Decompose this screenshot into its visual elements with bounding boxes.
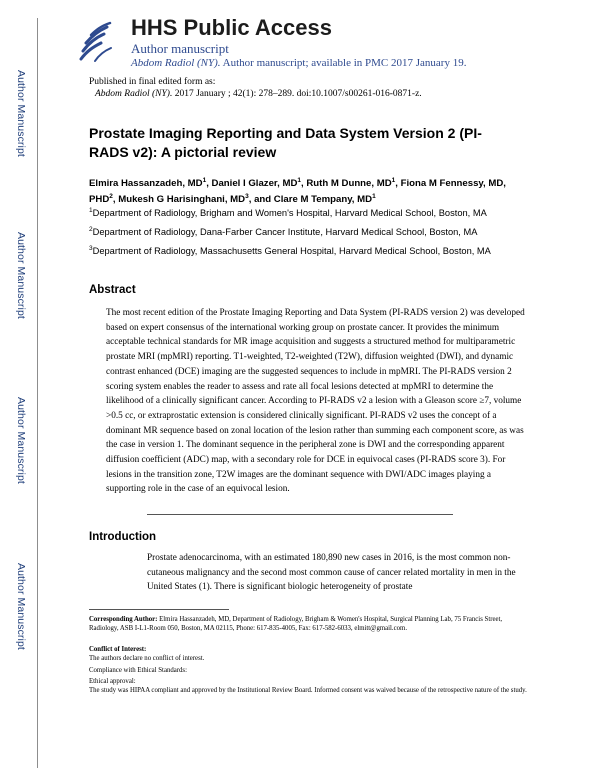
affiliation-1: [89, 206, 529, 220]
footnote-divider: [89, 609, 229, 610]
footnote-ethical-text: The study was HIPAA compliant and approved by the Institutional Review Board. Informed consent was waived because of the retrospective nature of the study.: [89, 687, 527, 694]
publication-details: 2017 January ; 42(1): 278–289. doi:10.1007/s00261-016-0871-z.: [172, 89, 422, 99]
affiliation-2: [89, 225, 529, 239]
footnote-conflict-text: The authors declare no conflict of interest.: [89, 655, 205, 662]
author-name: Daniel I Glazer, MD: [211, 178, 298, 189]
author-affiliation-mark: 1: [372, 193, 376, 200]
footnote-conflict-label: [89, 646, 529, 655]
sidebar-author-manuscript-label-3: Author Manuscript: [15, 397, 27, 484]
footnote-compliance: Compliance with Ethical Standards:: [89, 667, 187, 674]
affiliation-3: [89, 244, 529, 258]
publication-citation: [95, 89, 422, 99]
affiliation-mark: 2: [89, 226, 93, 233]
author-separator: ,: [112, 194, 119, 205]
sidebar-divider: [37, 18, 38, 768]
author-name: Elmira Hassanzadeh, MD: [89, 178, 203, 189]
sidebar-author-manuscript-label-1: Author Manuscript: [15, 70, 27, 157]
affiliation-mark: 1: [89, 207, 93, 214]
author-affiliation-mark: 1: [297, 177, 302, 184]
author-affiliation-mark: 3: [245, 193, 249, 200]
author-name: Mukesh G Harisinghani, MD: [118, 194, 246, 205]
author-separator: ,: [206, 178, 212, 189]
article-title: Prostate Imaging Reporting and Data System Version 2 (PI-RADS v2): A pictorial review: [89, 125, 482, 160]
author-affiliation-mark: 1: [391, 177, 396, 184]
footnote-corresponding-text: Elmira Hassanzadeh, MD, Department of Radiology, Brigham & Women's Hospital, Surgical Planning Lab, 75 Francis Street, Radiology, ASB I-L1-Room 050, Boston, MA 02115, Phone: 617-835-4005, Fax: 617-582-6033, elmitt@gmail.com.: [89, 616, 503, 632]
abstract-divider: [147, 514, 453, 515]
affiliation-text: Department of Radiology, Massachusetts General Hospital, Harvard Medical School, Boston, MA: [92, 246, 491, 256]
publication-journal: Abdom Radiol (NY).: [95, 89, 173, 99]
hhs-eagle-logo-icon: [77, 21, 115, 70]
footnote-ethical-label: Ethical approval:: [89, 678, 136, 685]
abstract-heading: Abstract: [89, 284, 136, 296]
sidebar-author-manuscript-label-2: Author Manuscript: [15, 232, 27, 319]
header-title: HHS Public Access: [131, 15, 332, 40]
footnote-conflict-heading: Conflict of Interest:: [89, 646, 147, 653]
header-availability: [131, 57, 466, 69]
affiliation-text: Department of Radiology, Dana-Farber Cancer Institute, Harvard Medical School, Boston, MA: [92, 227, 478, 237]
introduction-body: Prostate adenocarcinoma, with an estimated 180,890 new cases in 2016, is the most common non-cutaneous malignancy and the second most common cause of cancer related mortality in men in the United States (1). There is significant biologic heterogeneity of prostate: [147, 553, 516, 593]
author-separator: , and: [248, 194, 274, 205]
author-separator: ,: [395, 178, 401, 189]
author-name: Fiona M Fennessy, MD, PHD: [89, 178, 506, 205]
author-separator: ,: [301, 178, 307, 189]
header-subtitle: Author manuscript: [131, 41, 229, 56]
author-affiliation-mark: 1: [202, 177, 207, 184]
introduction-heading: Introduction: [89, 531, 157, 543]
abstract-body: The most recent edition of the Prostate Imaging Reporting and Data System (PI-RADS version 2) was developed based on expert consensus of the international working group on prostate cancer. It provides the minimum acceptable technical standards for MR image acquisition and suggests a structured method for multiparametric prostate MRI (mpMRI) reporting. T1-weighted, T2-weighted (T2W), diffusion weighted (DWI), and dynamic contrast enhanced (DCE) imaging are the suggested sequences to include in mpMRI. The PI-RADS version 2 scoring system enables the reader to assess and rate all focal lesions detected at mpMRI to determine the likelihood of a clinically significant cancer. According to PI-RADS v2 a lesion with a Gleason score ≥7, volume >0.5 cc, or extraprostatic extension is considered clinically significant. PI-RADS v2 uses the concept of a dominant MR sequence based on zonal location of the lesion rather than summing each component score, as was the case in version 1. The dominant sequence in the peripheral zone is DWI and the corresponding apparent diffusion coefficient (ADC) map, with a secondary role for DCE in equivocal cases (PI-RADS score 3). For lesions in the transition zone, T2W images are the dominant sequence with DWI/ADC images playing a supporting role in the case of an equivocal lesion.: [106, 308, 525, 495]
affiliation-mark: 3: [89, 245, 93, 252]
header-journal-abbrev: Abdom Radiol (NY).: [131, 57, 221, 69]
affiliation-text: Department of Radiology, Brigham and Women's Hospital, Harvard Medical School, Boston, MA: [92, 208, 487, 218]
author-name: Ruth M Dunne, MD: [306, 178, 392, 189]
author-list: [89, 176, 529, 208]
footnote-corresponding-label: Corresponding Author:: [89, 616, 158, 623]
author-name: Clare M Tempany, MD: [273, 194, 373, 205]
header-availability-text: Author manuscript; available in PMC 2017 January 19.: [220, 57, 467, 69]
sidebar-author-manuscript-label-4: Author Manuscript: [15, 563, 27, 650]
footnote-corresponding-author: [89, 616, 529, 633]
publication-label: Published in final edited form as:: [89, 77, 216, 87]
author-affiliation-mark: 2: [109, 193, 113, 200]
